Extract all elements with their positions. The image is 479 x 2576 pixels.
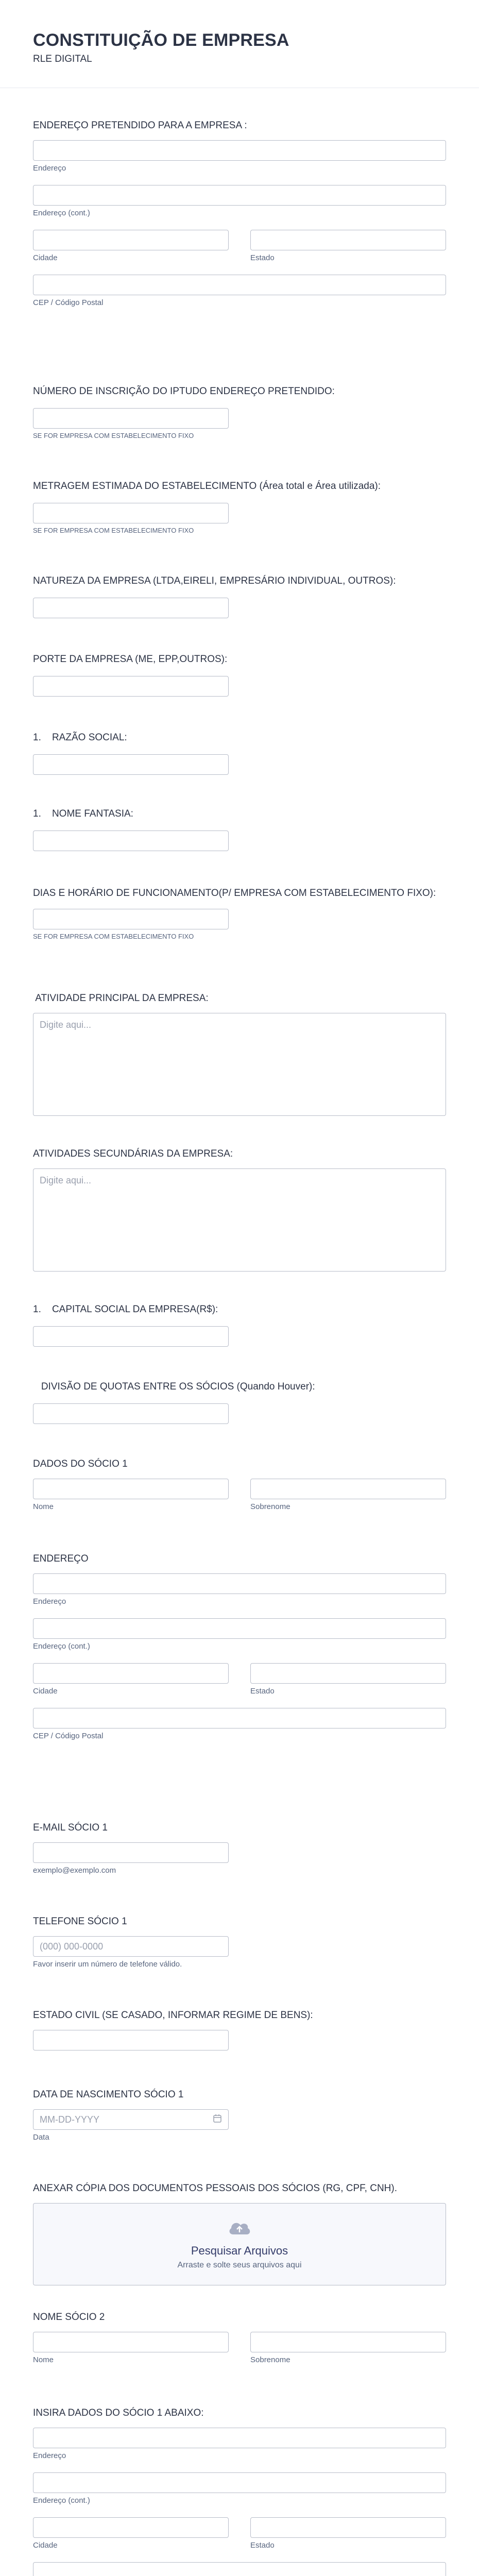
estado-input[interactable] xyxy=(250,1663,446,1684)
field-label: DATA DE NASCIMENTO SÓCIO 1 xyxy=(33,2089,184,2100)
natureza-field xyxy=(33,575,446,618)
endereco-pretendido-field xyxy=(33,120,446,307)
cidade-input[interactable] xyxy=(33,2517,229,2538)
sublabel: CEP / Código Postal xyxy=(33,1732,104,1740)
endereco-input[interactable] xyxy=(33,140,446,161)
estado-input[interactable] xyxy=(250,230,446,250)
upload-subtitle: Arraste e solte seus arquivos aqui xyxy=(177,2260,302,2269)
field-label: ANEXAR CÓPIA DOS DOCUMENTOS PESSOAIS DOS SÓCIOS (RG, CPF, CNH). xyxy=(33,2183,397,2194)
telefone-socio1-field xyxy=(33,1916,446,1969)
field-label: E-MAIL SÓCIO 1 xyxy=(33,1822,108,1833)
field-label: ESTADO CIVIL (SE CASADO, INFORMAR REGIME DE BENS): xyxy=(33,2010,313,2021)
estado-civil-socio1-field xyxy=(33,2009,446,2050)
endereco-input[interactable] xyxy=(33,1573,446,1594)
field-label: ATIVIDADES SECUNDÁRIAS DA EMPRESA: xyxy=(33,1148,233,1159)
field-label: 1. RAZÃO SOCIAL: xyxy=(33,732,127,743)
sublabel: SE FOR EMPRESA COM ESTABELECIMENTO FIXO xyxy=(33,432,194,439)
nome-fantasia-input[interactable] xyxy=(33,831,229,851)
cep-input[interactable] xyxy=(33,1708,446,1728)
capital-social-field xyxy=(33,1303,446,1347)
email-socio1-field xyxy=(33,1822,446,1875)
nome-input[interactable] xyxy=(33,1479,229,1499)
sublabel: Endereço (cont.) xyxy=(33,1642,90,1651)
sublabel: Estado xyxy=(250,253,275,262)
endereco-cont-input[interactable] xyxy=(33,1618,446,1639)
field-label: ENDEREÇO xyxy=(33,1553,89,1564)
field-label: 1. NOME FANTASIA: xyxy=(33,808,133,819)
atividades-secundarias-textarea[interactable] xyxy=(33,1168,446,1272)
form-subtitle: RLE DIGITAL xyxy=(33,54,92,64)
field-label: METRAGEM ESTIMADA DO ESTABELECIMENTO (Área total e Área utilizada): xyxy=(33,481,381,492)
sublabel: Data xyxy=(33,2133,49,2142)
divisao-quotas-field xyxy=(33,1381,446,1424)
sublabel: Endereço xyxy=(33,1597,66,1606)
sublabel: Sobrenome xyxy=(250,2355,290,2364)
iptu-input[interactable] xyxy=(33,408,229,429)
capital-social-input[interactable] xyxy=(33,1326,229,1347)
calendar-icon[interactable] xyxy=(213,2114,222,2126)
cidade-input[interactable] xyxy=(33,1663,229,1684)
email-input[interactable] xyxy=(33,1842,229,1863)
sublabel: Endereço (cont.) xyxy=(33,209,90,217)
estado-input[interactable] xyxy=(250,2517,446,2538)
sublabel: Favor inserir um número de telefone válido. xyxy=(33,1960,182,1969)
endereco-input[interactable] xyxy=(33,2428,446,2448)
metragem-input[interactable] xyxy=(33,503,229,523)
date-placeholder: MM-DD-YYYY xyxy=(40,2114,99,2125)
anexar-socio1-field xyxy=(33,2182,446,2285)
file-upload-area[interactable] xyxy=(33,2203,446,2285)
sublabel: Cidade xyxy=(33,2541,58,2550)
nome-input[interactable] xyxy=(33,2332,229,2352)
sublabel: Estado xyxy=(250,2541,275,2550)
field-label: 1. CAPITAL SOCIAL DA EMPRESA(R$): xyxy=(33,1304,218,1315)
sublabel: Cidade xyxy=(33,253,58,262)
field-label: ENDEREÇO PRETENDIDO PARA A EMPRESA : xyxy=(33,120,247,131)
horario-input[interactable] xyxy=(33,909,229,929)
sublabel: SE FOR EMPRESA COM ESTABELECIMENTO FIXO xyxy=(33,527,194,534)
sublabel: Estado xyxy=(250,1687,275,1696)
sobrenome-input[interactable] xyxy=(250,1479,446,1499)
date-input[interactable] xyxy=(33,2109,229,2130)
atividade-principal-textarea[interactable] xyxy=(33,1013,446,1116)
porte-input[interactable] xyxy=(33,676,229,697)
field-label: DADOS DO SÓCIO 1 xyxy=(33,1459,128,1469)
sublabel: Nome xyxy=(33,1502,54,1511)
field-label: TELEFONE SÓCIO 1 xyxy=(33,1916,127,1927)
sublabel: CEP / Código Postal xyxy=(33,298,104,307)
endereco-socio1-field xyxy=(33,1553,446,1740)
estado-civil-input[interactable] xyxy=(33,2030,229,2050)
atividade-principal-field xyxy=(33,992,446,1116)
telefone-input[interactable] xyxy=(33,1936,229,1957)
nascimento-socio1-field xyxy=(33,2089,446,2142)
field-label: NÚMERO DE INSCRIÇÃO DO IPTUDO ENDEREÇO PRETENDIDO: xyxy=(33,386,335,397)
cep-input[interactable] xyxy=(33,2562,446,2576)
razao-social-field xyxy=(33,732,446,775)
razao-social-input[interactable] xyxy=(33,754,229,775)
sobrenome-input[interactable] xyxy=(250,2332,446,2352)
sublabel: Sobrenome xyxy=(250,1502,290,1511)
nome-socio2-field xyxy=(33,2311,446,2364)
natureza-input[interactable] xyxy=(33,598,229,618)
porte-field xyxy=(33,653,446,697)
field-label: ATIVIDADE PRINCIPAL DA EMPRESA: xyxy=(33,993,209,1004)
field-label: PORTE DA EMPRESA (ME, EPP,OUTROS): xyxy=(33,654,228,665)
sublabel: Endereço (cont.) xyxy=(33,2496,90,2505)
sublabel: Endereço xyxy=(33,164,66,173)
sublabel: SE FOR EMPRESA COM ESTABELECIMENTO FIXO xyxy=(33,933,194,940)
nome-fantasia-field xyxy=(33,808,446,851)
cidade-input[interactable] xyxy=(33,230,229,250)
field-label: DIVISÃO DE QUOTAS ENTRE OS SÓCIOS (Quando Houver): xyxy=(33,1381,315,1392)
field-label: NOME SÓCIO 2 xyxy=(33,2312,105,2323)
cloud-upload-icon xyxy=(227,2219,252,2239)
sublabel: Nome xyxy=(33,2355,54,2364)
endereco-cont-input[interactable] xyxy=(33,2472,446,2493)
sublabel: exemplo@exemplo.com xyxy=(33,1866,116,1875)
field-label: NATUREZA DA EMPRESA (LTDA,EIRELI, EMPRESÁRIO INDIVIDUAL, OUTROS): xyxy=(33,575,396,586)
form-title: CONSTITUIÇÃO DE EMPRESA xyxy=(33,30,289,50)
textarea-placeholder: Digite aqui... xyxy=(40,1175,92,1185)
field-label: DIAS E HORÁRIO DE FUNCIONAMENTO(P/ EMPRESA COM ESTABELECIMENTO FIXO): xyxy=(33,888,436,899)
dados-socio2-field xyxy=(33,2407,446,2576)
dados-socio1-field xyxy=(33,1458,446,1511)
atividades-secundarias-field xyxy=(33,1148,446,1272)
sublabel: Endereço xyxy=(33,2451,66,2460)
textarea-placeholder: Digite aqui... xyxy=(40,1020,92,1030)
sublabel: Cidade xyxy=(33,1687,58,1696)
form-header xyxy=(0,0,479,88)
cep-input[interactable] xyxy=(33,275,446,295)
divisao-quotas-input[interactable] xyxy=(33,1403,229,1424)
horario-field xyxy=(33,887,446,940)
upload-title: Pesquisar Arquivos xyxy=(191,2244,288,2257)
endereco-cont-input[interactable] xyxy=(33,185,446,206)
metragem-field xyxy=(33,480,446,534)
field-label: INSIRA DADOS DO SÓCIO 1 ABAIXO: xyxy=(33,2408,204,2418)
iptu-field xyxy=(33,385,446,439)
phone-placeholder: (000) 000-0000 xyxy=(40,1941,104,1952)
